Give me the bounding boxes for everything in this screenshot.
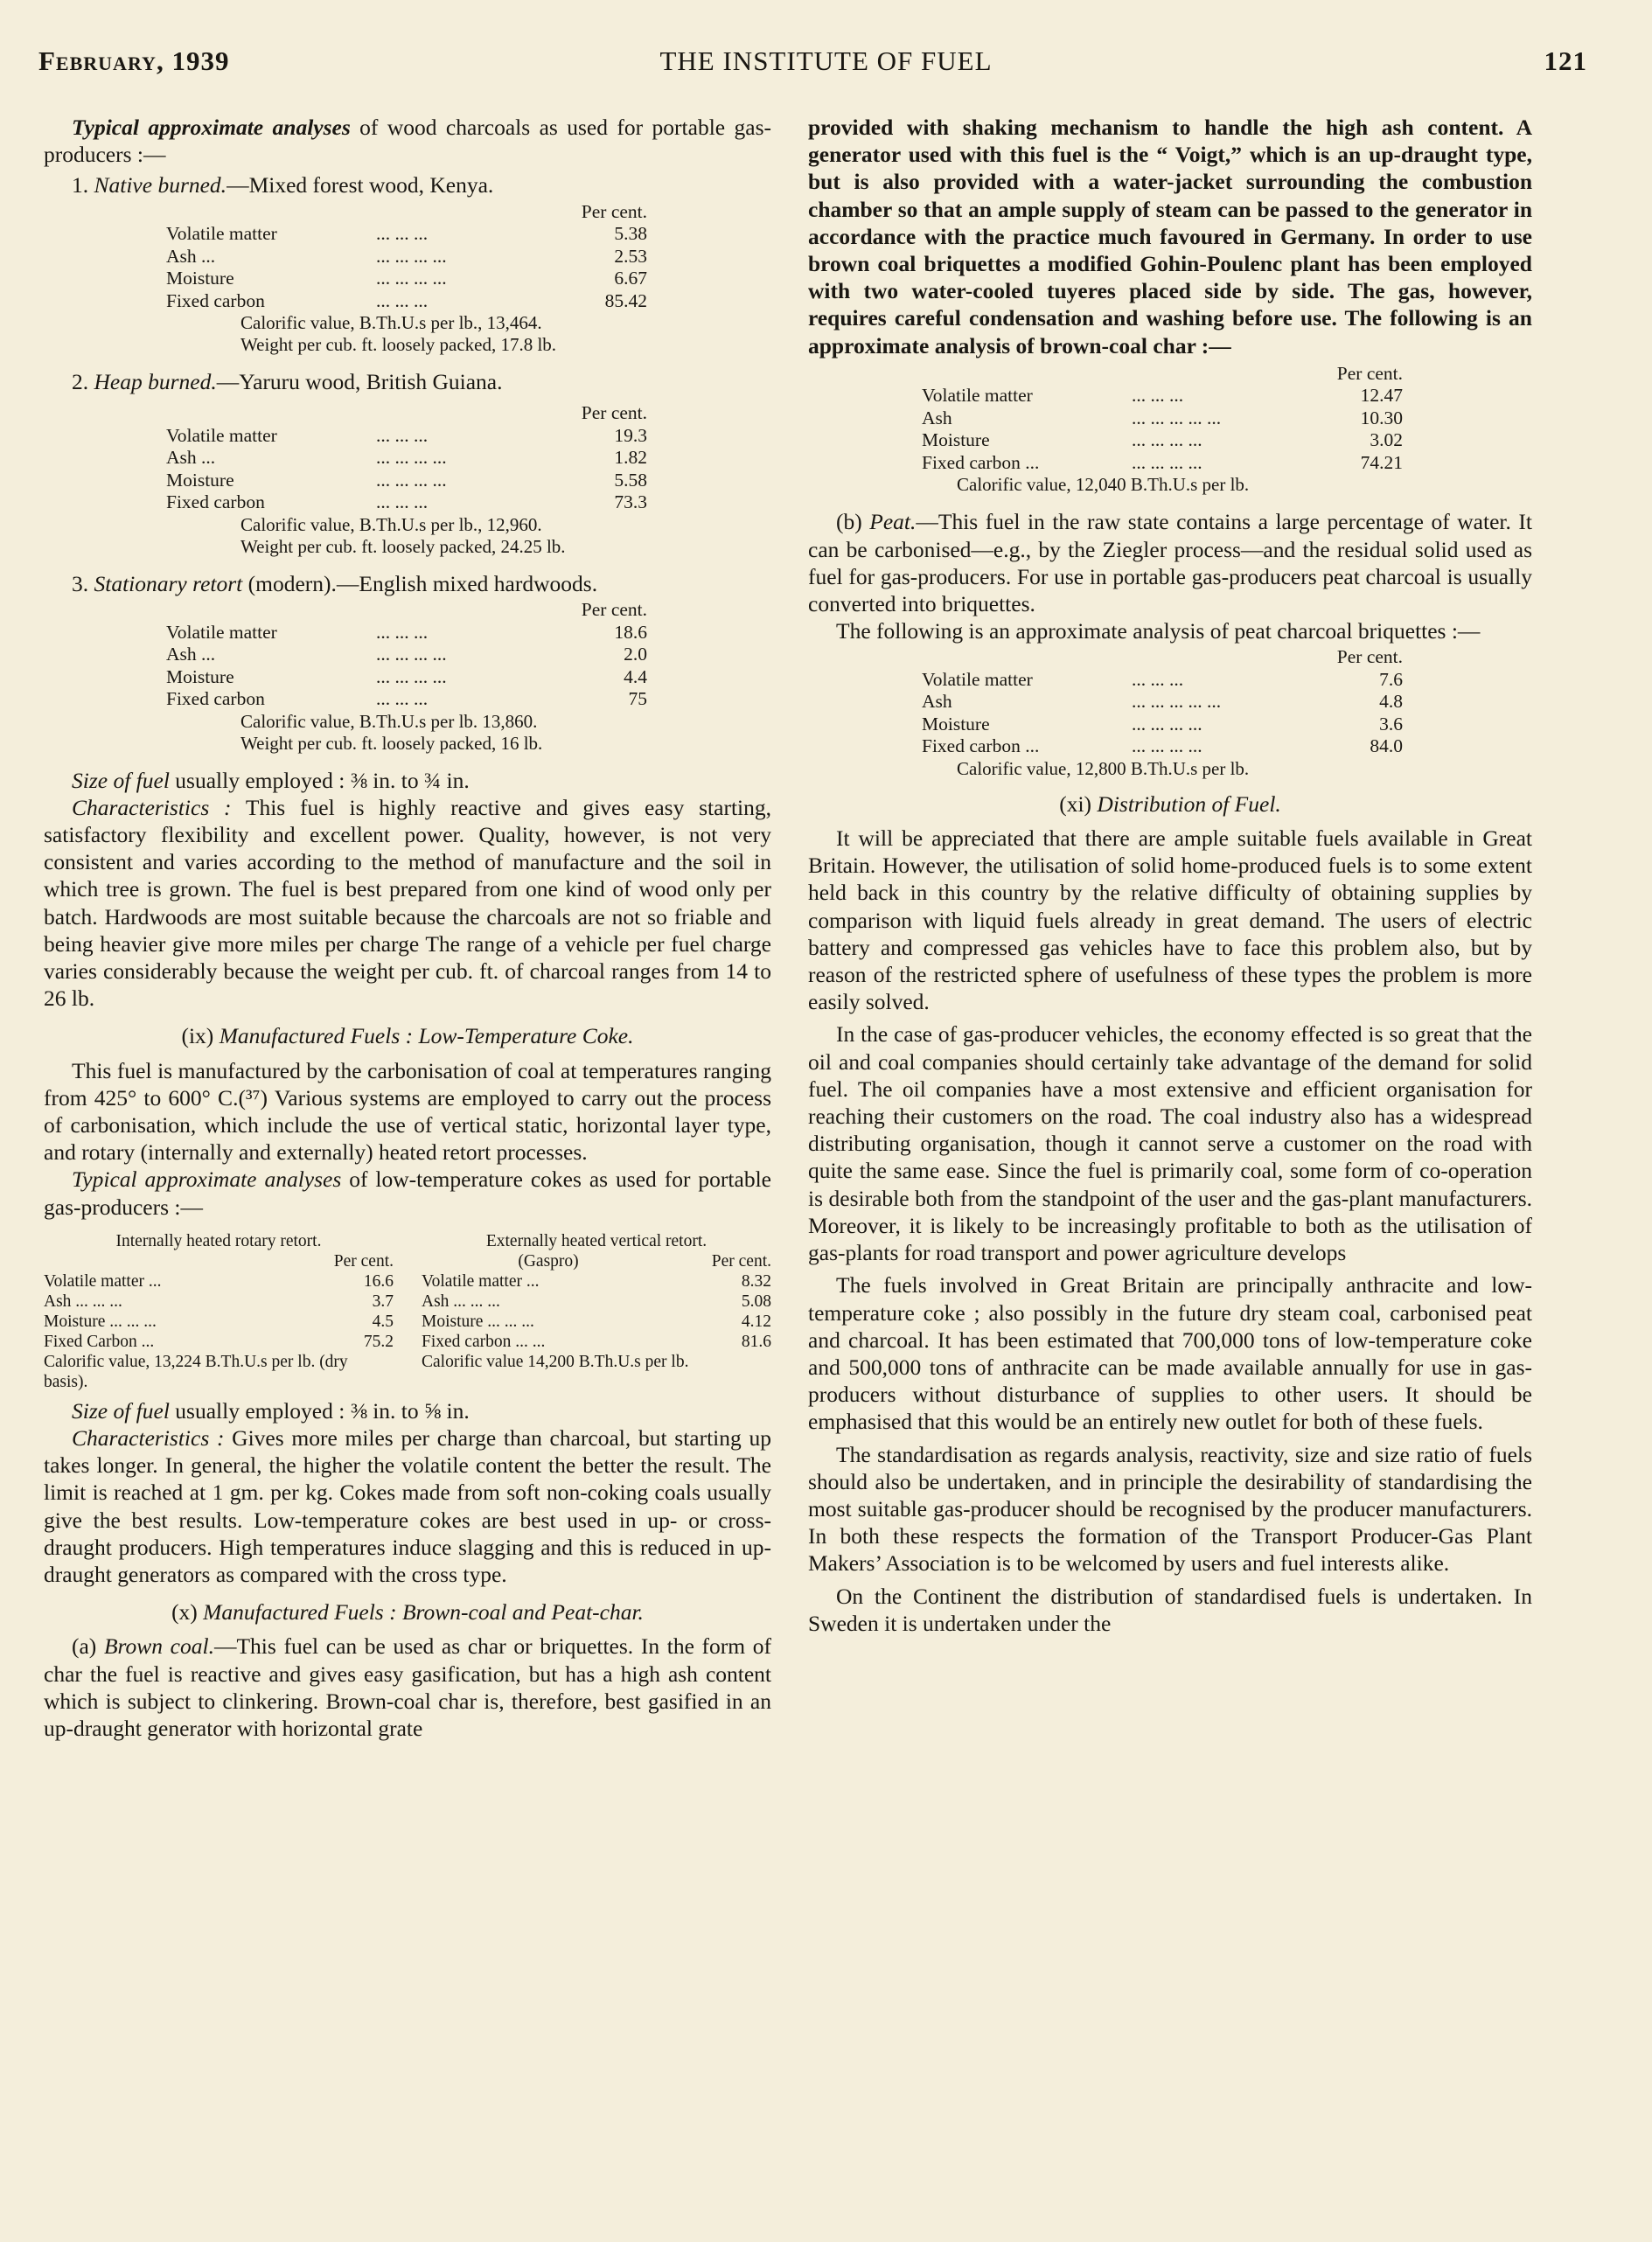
coke-internally-heated: Internally heated rotary retort. Per cent. Volatile matter ... 16.6 Ash ... ... ... 3.7 Moisture ... ... ... 4.5 Fixed Carbon ... 75.2 Calorific value, 13,224 B.Th.U.s per lb. (dry basis).: [44, 1231, 394, 1391]
table-row: Moisture ... ... ... 4.12: [422, 1312, 771, 1331]
calorific-note: Calorific value, B.Th.U.s per lb., 13,464.: [240, 312, 542, 334]
size-of-fuel-coke: Size of fuel usually employed : ⅜ in. to ⅝ in.: [72, 1397, 470, 1424]
brown-coal-continued: provided with shaking mechanism to handle the high ash content. A generator used with this fuel is the “ Voigt,” which is an up-draught type, but is also provided with a water-jacket surrounding the combustion chamber so that an ample supply of steam can be passed to the generator in accordance with the practice much favoured in Germany. In order to use brown coal briquettes a modified Gohin-Poulenc plant has been employed with two water-cooled tuyeres placed side by side. The gas, however, requires careful condensation and washing before use. The following is an approximate analysis of brown-coal char :—: [808, 115, 1532, 359]
peat-paragraph: (b) Peat.—This fuel in the raw state contains a large percentage of water. It can be carbonised—e.g., by the Ziegler process—and the residual solid used as fuel for gas-producers. For use in portable gas-producers peat charcoal is usually converted into briquettes.: [808, 509, 1532, 616]
table-row: Ash ... ... ... ... ... 4.8: [922, 691, 1403, 713]
table-row: Fixed carbon ... ... ... 85.42: [166, 289, 647, 311]
coke-analyses-intro: Typical approximate analyses of low-temperature cokes as used for portable gas-producers :—: [44, 1166, 771, 1220]
calorific-note: Calorific value, B.Th.U.s per lb., 12,960.: [240, 513, 542, 535]
header-page-number: 121: [1544, 45, 1587, 76]
characteristics-charcoal: Characteristics : This fuel is highly reactive and gives easy starting, satisfactory flexibility and excellent power. Quality, however, is not very consistent and varies according to the method of manufacture and the soil in which tree is grown. The fuel is best prepared from one kind of wood only per batch. Hardwoods are most suitable because the charcoals are not so friable and being heavier give more miles per charge The range of a vehicle per fuel charge varies considerably because the weight per cub. ft. of charcoal ranges from 14 to 26 lb.: [44, 794, 771, 1012]
table-row: Fixed carbon ... ... 81.6: [422, 1332, 771, 1351]
calorific-note: Calorific value, 12,800 B.Th.U.s per lb.: [957, 757, 1250, 779]
table-row: Ash ... ... ... 5.08: [422, 1292, 771, 1311]
weight-note: Weight per cub. ft. loosely packed, 17.8 lb.: [240, 334, 557, 356]
table-row: Moisture ... ... ... ... 6.67: [166, 268, 647, 289]
table-row: Fixed carbon ... ... ... 73.3: [166, 491, 647, 513]
analysis-table: Per cent. Volatile matter ... ... ... 19.3 Ash ... ... ... ... ... 1.82 Moisture ... ... ... ... 5.58 Fixed carbon ... ... ... 73.3: [166, 402, 647, 513]
table-row: Ash ... ... ... ... ... 1.82: [166, 447, 647, 469]
calorific-note: Calorific value, B.Th.U.s per lb. 13,860.: [240, 710, 538, 732]
table-row: Volatile matter ... ... ... 18.6: [166, 621, 647, 643]
analysis-table: Per cent. Volatile matter ... ... ... 12.47 Ash ... ... ... ... ... 10.30 Moisture ... ... ... ... 3.02 Fixed carbon ... ... ... ... ... 74.21: [922, 362, 1403, 473]
brown-coal-char-analysis: [922, 363, 1532, 497]
table-row: Ash ... ... ... ... ... 2.53: [166, 245, 647, 267]
weight-note: Weight per cub. ft. loosely packed, 24.25 lb.: [240, 535, 566, 557]
peat-char-analysis: [922, 646, 1532, 780]
right-column: [808, 114, 1532, 1637]
table-row: Moisture ... ... ... ... 3.02: [922, 429, 1403, 451]
brown-coal-paragraph: (a) Brown coal.—This fuel can be used as char or briquettes. In the form of char the fuel is reactive and gives easy gasification, but has a high ash content which is subject to clinkering. Brown-coal char is, therefore, best gasified in an up-draught generator with horizontal grate: [44, 1633, 772, 1741]
table-row: Ash ... ... ... 3.7: [44, 1292, 394, 1311]
coke-analyses-tables: [44, 1231, 771, 1392]
section-heading-xi: (xi) Distribution of Fuel.: [1059, 790, 1281, 817]
table-row: Fixed carbon ... ... ... 75: [166, 688, 647, 710]
header-date: February, 1939: [38, 45, 230, 76]
analysis-table: Per cent. Volatile matter ... ... ... 7.6 Ash ... ... ... ... ... 4.8 Moisture ... ... ... ... 3.6 Fixed carbon ... ... ... ... ... 84.0: [922, 646, 1403, 757]
weight-note: Weight per cub. ft. loosely packed, 16 lb.: [240, 732, 543, 754]
distribution-paragraph-5: On the Continent the distribution of standardised fuels is undertaken. In Sweden it is undertaken under the: [808, 1583, 1532, 1636]
section-heading-ix: (ix) Manufactured Fuels : Low-Temperature Coke.: [181, 1023, 634, 1049]
table-row: Ash ... ... ... ... ... 2.0: [166, 644, 647, 665]
table-row: Fixed Carbon ... 75.2: [44, 1332, 394, 1351]
peat-analysis-intro: The following is an approximate analysis of peat charcoal briquettes :—: [836, 618, 1481, 644]
analysis-stationary-retort: 3. Stationary retort (modern).—English mixed hardwoods. Per cent. Volatile matter ... ... ... 18.6 Ash ... ... ... ... ... 2.0 Moisture ... ... ... ... 4.4 Fixed carbon ... ... ... 75 Calorific value, B.Th.U.s per lb. 13,860. Weight per cub. ft. loosely packed, 16 lb.: [44, 570, 771, 755]
calorific-note: Calorific value, 12,040 B.Th.U.s per lb.: [957, 474, 1250, 496]
table-row: Moisture ... ... ... ... 3.6: [922, 713, 1403, 735]
table-row: Moisture ... ... ... ... 5.58: [166, 469, 647, 491]
section-heading-x: (x) Manufactured Fuels : Brown-coal and Peat-char.: [171, 1599, 644, 1626]
size-of-fuel-charcoal: Size of fuel usually employed : ⅜ in. to ¾ in.: [72, 767, 470, 793]
table-row: Volatile matter ... ... ... 5.38: [166, 223, 647, 245]
table-row: Moisture ... ... ... ... 4.4: [166, 665, 647, 687]
table-row: Moisture ... ... ... 4.5: [44, 1312, 394, 1331]
distribution-paragraph-2: In the case of gas-producer vehicles, the economy effected is so great that the oil and coal companies should certainly take advantage of the demand for solid fuel. The oil companies have a most extensive and efficient organisation for reaching their customers on the road. The coal industry also has a widespread distributing organisation, though it cannot serve a customer on the road with quite the same ease. Since the fuel is primarily coal, some form of co-operation is desirable both from the standpoint of the user and the gas-plant manufacturers. Moreover, it is likely to be increasingly profitable to both as the utilisation of gas-plants for road transport and power agriculture develops: [808, 1021, 1532, 1266]
table-row: Fixed carbon ... ... ... ... ... 74.21: [922, 451, 1403, 473]
table-row: Volatile matter ... ... ... 19.3: [166, 424, 647, 446]
table-row: Volatile matter ... ... ... 12.47: [922, 385, 1403, 407]
distribution-paragraph-3: The fuels involved in Great Britain are principally anthracite and low-temperature coke ; also possibly in the future dry steam coal, carbonised peat and charcoal. It has been estimated that 700,000 tons of low-temperature coke and 500,000 tons of anthracite can be made available annually for use in gas-producers without disturbance of supplies to other users. It should be emphasised that this would be an entirely new outlet for both of these fuels.: [808, 1272, 1532, 1435]
analysis-native-burned: 1. Native burned.—Mixed forest wood, Kenya. Per cent. Volatile matter ... ... ... 5.38 Ash ... ... ... ... ... 2.53 Moisture ... ... ... ... 6.67 Fixed carbon ... ... ... 85.42 Calorific value, B.Th.U.s per lb., 13,464. Weight per cub. ft. loosely packed, 17.8 lb.: [44, 171, 771, 356]
left-column: [44, 114, 771, 1742]
analysis-heap-burned: 2. Heap burned.—Yaruru wood, British Guiana. Per cent. Volatile matter ... ... ... 19.3 Ash ... ... ... ... ... 1.82 Moisture ... ... ... ... 5.58 Fixed carbon ... ... ... 73.3 Calorific value, B.Th.U.s per lb., 12,960. Weight per cub. ft. loosely packed, 24.25 lb.: [44, 368, 771, 558]
coke-externally-heated: Externally heated vertical retort. (Gaspro) Per cent. Volatile matter ... 8.32 Ash ... ... ... 5.08 Moisture ... ... ... 4.12 Fixed carbon ... ... 81.6 Calorific value 14,200 B.Th.U.s per lb.: [422, 1231, 771, 1371]
low-temp-coke-paragraph: This fuel is manufactured by the carbonisation of coal at temperatures ranging from 425° to 600° C.(³⁷) Various systems are employed to carry out the process of carbonisation, which include the use of vertical static, horizontal layer type, and rotary (internally and externally) heated retort processes.: [44, 1057, 771, 1166]
table-row: Volatile matter ... ... ... 7.6: [922, 668, 1403, 690]
running-header: [0, 45, 1652, 89]
characteristics-coke: Characteristics : Gives more miles per charge than charcoal, but starting up takes longer. In general, the higher the volatile content the better the result. The limit is reached at 1 gm. per kg. Cokes made from soft non-coking coals usually give the best results. Low-temperature cokes are best used in up- or cross-draught producers. High temperatures induce slagging and this is reduced in up-draught generators as compared with the cross type.: [44, 1424, 771, 1587]
wood-charcoal-intro: Typical approximate analyses of wood charcoals as used for portable gas-producers :—: [44, 115, 771, 168]
distribution-paragraph-4: The standardisation as regards analysis, reactivity, size and size ratio of fuels should also be undertaken, and in principle the desirability of standardising the most suitable gas-producer should be recognised by the producer manufacturers. In both these respects the formation of the Transport Producer-Gas Plant Makers’ Association is to be welcomed by users and fuel interests alike.: [808, 1441, 1532, 1577]
header-journal-title: THE INSTITUTE OF FUEL: [659, 45, 993, 76]
table-row: Fixed carbon ... ... ... ... ... 84.0: [922, 735, 1403, 757]
table-row: Ash ... ... ... ... ... 10.30: [922, 407, 1403, 428]
analysis-table: Per cent. Volatile matter ... ... ... 5.38 Ash ... ... ... ... ... 2.53 Moisture ... ... ... ... 6.67 Fixed carbon ... ... ... 85.42: [166, 200, 647, 311]
analysis-table: Per cent. Volatile matter ... ... ... 18.6 Ash ... ... ... ... ... 2.0 Moisture ... ... ... ... 4.4 Fixed carbon ... ... ... 75: [166, 599, 647, 710]
table-row: Volatile matter ... 16.6: [44, 1271, 394, 1291]
distribution-paragraph-1: It will be appreciated that there are ample suitable fuels available in Great Britain. However, the utilisation of solid home-produced fuels is to some extent held back in this country by the relative difficulty of obtaining supplies by comparison with liquid fuels already in great demand. The users of electric battery and compressed gas vehicles have to face this problem also, but by reason of the restricted sphere of usefulness of these types the problem is more easily solved.: [808, 825, 1532, 1015]
table-row: Volatile matter ... 8.32: [422, 1271, 771, 1291]
